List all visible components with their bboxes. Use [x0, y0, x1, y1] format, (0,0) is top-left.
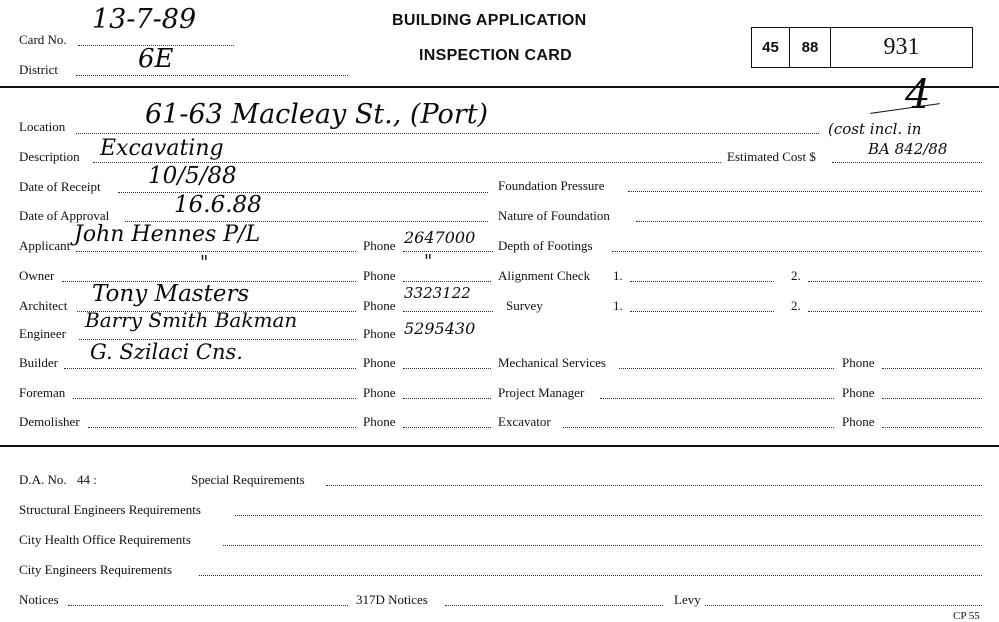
- city-engineers-line: [199, 575, 982, 576]
- nature-of-foundation-label: Nature of Foundation: [498, 208, 610, 223]
- project-manager-phone-line: [882, 398, 982, 399]
- alignment-check-line-1: [630, 281, 774, 282]
- alignment-check-2: 2.: [791, 268, 801, 283]
- card-box-3: 931: [830, 27, 973, 68]
- alignment-check-1: 1.: [613, 268, 623, 283]
- excavator-label: Excavator: [498, 414, 551, 429]
- owner-phone-line: [403, 281, 491, 282]
- nature-of-foundation-line: [636, 221, 982, 222]
- survey-1: 1.: [613, 298, 623, 313]
- estimated-cost-label: Estimated Cost $: [727, 149, 816, 164]
- levy-line: [705, 605, 982, 606]
- foundation-pressure-label: Foundation Pressure: [498, 178, 605, 193]
- applicant-phone-label: Phone: [363, 238, 396, 253]
- owner-label: Owner: [19, 268, 55, 283]
- depth-of-footings-label: Depth of Footings: [498, 238, 593, 253]
- owner-phone-label: Phone: [363, 268, 396, 283]
- corner-mark: 4: [905, 72, 931, 118]
- card-box-1: 45: [751, 27, 790, 68]
- demolisher-line: [88, 427, 356, 428]
- card-no-label: Card No.: [19, 32, 67, 47]
- description-value: Excavating: [100, 136, 224, 161]
- owner-value: ": [200, 252, 209, 273]
- project-manager-line: [600, 398, 834, 399]
- location-label: Location: [19, 119, 66, 134]
- owner-phone-value: ": [424, 251, 433, 272]
- architect-label: Architect: [19, 298, 68, 313]
- survey-2: 2.: [791, 298, 801, 313]
- district-value: 6E: [138, 44, 174, 74]
- demolisher-phone-line: [403, 427, 491, 428]
- architect-value: Tony Masters: [92, 281, 250, 307]
- survey-label: Survey: [506, 298, 543, 313]
- mechanical-services-label: Mechanical Services: [498, 355, 606, 370]
- title-building-application: BUILDING APPLICATION: [392, 12, 587, 29]
- special-requirements-label: Special Requirements: [191, 472, 305, 487]
- demolisher-phone-label: Phone: [363, 414, 396, 429]
- alignment-check-label: Alignment Check: [498, 268, 591, 283]
- applicant-value: John Hennes P/L: [74, 222, 261, 247]
- card-no-value: 13-7-89: [92, 4, 197, 35]
- structural-engineers-label: Structural Engineers Requirements: [19, 502, 201, 517]
- foundation-pressure-line: [628, 191, 982, 192]
- card-box-2: 88: [789, 27, 831, 68]
- notices-317d-label: 317D Notices: [356, 592, 428, 607]
- demolisher-label: Demolisher: [19, 414, 80, 429]
- cost-note-line1: (cost incl. in: [828, 120, 922, 138]
- applicant-label: Applicant: [19, 238, 71, 253]
- architect-phone-label: Phone: [363, 298, 396, 313]
- architect-phone-value: 3323122: [404, 284, 471, 302]
- architect-phone-line: [403, 311, 493, 312]
- excavator-phone-label: Phone: [842, 414, 875, 429]
- da-no-value: 44 :: [77, 472, 97, 487]
- engineer-label: Engineer: [19, 326, 66, 341]
- engineer-phone-value: 5295430: [404, 319, 476, 338]
- builder-value: G. Szilaci Cns.: [90, 340, 243, 364]
- notices-317d-line: [445, 605, 663, 606]
- excavator-line: [563, 427, 834, 428]
- project-manager-label: Project Manager: [498, 385, 585, 400]
- district-label: District: [19, 62, 58, 77]
- mechanical-services-phone-line: [882, 368, 982, 369]
- alignment-check-line-2: [808, 281, 982, 282]
- project-manager-phone-label: Phone: [842, 385, 875, 400]
- depth-of-footings-line: [612, 251, 982, 252]
- date-of-receipt-label: Date of Receipt: [19, 179, 101, 194]
- builder-phone-line: [403, 368, 491, 369]
- form-code: CP 55: [953, 610, 980, 622]
- estimated-cost-line: [832, 162, 982, 163]
- lower-divider: [0, 445, 999, 447]
- city-health-line: [223, 545, 982, 546]
- special-requirements-line: [326, 485, 982, 486]
- description-label: Description: [19, 149, 80, 164]
- foreman-line: [73, 398, 356, 399]
- mechanical-services-line: [619, 368, 834, 369]
- foreman-phone-line: [403, 398, 491, 399]
- survey-line-1: [630, 311, 774, 312]
- survey-line-2: [808, 311, 982, 312]
- applicant-line: [76, 251, 356, 252]
- structural-engineers-line: [235, 515, 982, 516]
- applicant-phone-line: [403, 251, 493, 252]
- title-inspection-card: INSPECTION CARD: [419, 47, 572, 64]
- location-line: [76, 133, 819, 134]
- date-of-approval-value: 16.6.88: [174, 192, 262, 218]
- district-line: [76, 75, 348, 76]
- engineer-phone-label: Phone: [363, 326, 396, 341]
- location-value: 61-63 Macleay St., (Port): [145, 99, 489, 130]
- date-of-approval-label: Date of Approval: [19, 208, 110, 223]
- cost-note-line2: BA 842/88: [868, 140, 948, 158]
- foreman-label: Foreman: [19, 385, 66, 400]
- levy-label: Levy: [674, 592, 701, 607]
- city-health-label: City Health Office Requirements: [19, 532, 191, 547]
- header-divider: [0, 86, 999, 88]
- applicant-phone-value: 2647000: [404, 228, 476, 247]
- city-engineers-label: City Engineers Requirements: [19, 562, 173, 577]
- engineer-value: Barry Smith Bakman: [85, 308, 298, 332]
- builder-line: [64, 368, 356, 369]
- foreman-phone-label: Phone: [363, 385, 396, 400]
- builder-label: Builder: [19, 355, 58, 370]
- excavator-phone-line: [882, 427, 982, 428]
- notices-line: [68, 605, 348, 606]
- notices-label: Notices: [19, 592, 59, 607]
- builder-phone-label: Phone: [363, 355, 396, 370]
- da-no-label: D.A. No.: [19, 472, 67, 487]
- mechanical-services-phone-label: Phone: [842, 355, 875, 370]
- date-of-receipt-value: 10/5/88: [148, 163, 237, 189]
